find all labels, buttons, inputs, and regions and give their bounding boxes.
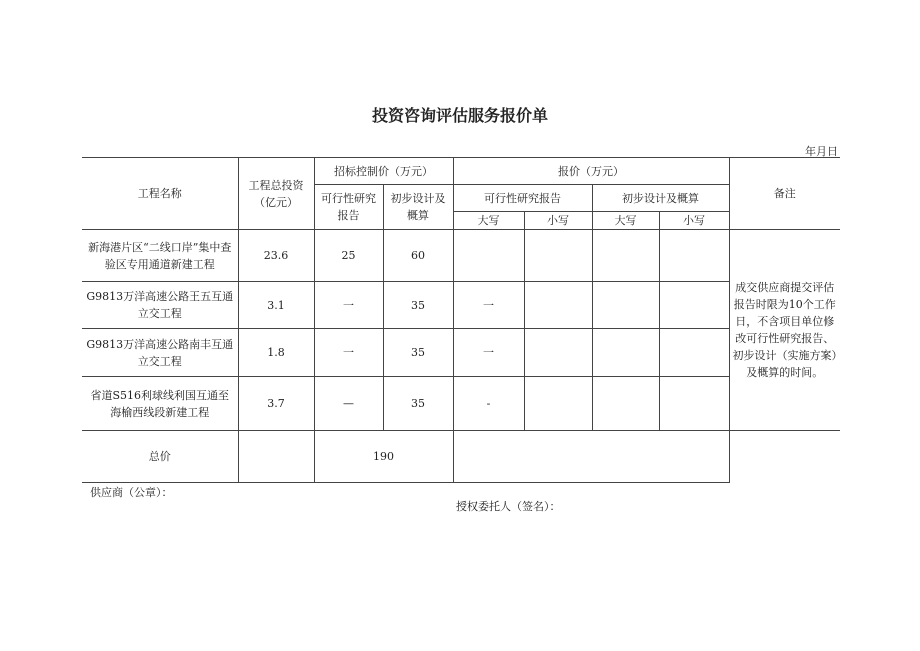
row-quote-feas-lower: [524, 282, 592, 329]
table-row: [82, 329, 840, 377]
header-quote-feasibility: 可行性研究报告: [453, 185, 592, 212]
header-project-name: 工程名称: [82, 158, 238, 230]
row-control-preliminary: 35: [383, 377, 453, 431]
remark-note: 成交供应商提交评估报告时限为10个工作日，不含项目单位修改可行性研究报告、初步设计（实施方案）及概算的时间。: [729, 230, 840, 431]
row-quote-prelim-upper: [592, 329, 659, 377]
header-feas-lower: 小写: [524, 212, 592, 230]
table-row: [82, 282, 840, 329]
header-prelim-upper: 大写: [592, 212, 659, 230]
row-quote-prelim-upper: [592, 377, 659, 431]
total-value: 190: [314, 431, 453, 483]
header-control-feasibility: 可行性研究报告: [314, 185, 383, 230]
table-row: [82, 230, 840, 282]
row-control-feasibility: 一: [314, 282, 383, 329]
row-project-name: G9813万洋高速公路南丰互通立交工程: [82, 329, 238, 377]
quote-table: [82, 157, 840, 483]
total-investment-cell: [238, 431, 314, 483]
header-remark: 备注: [729, 158, 840, 230]
row-control-preliminary: 60: [383, 230, 453, 282]
row-investment: 1.8: [238, 329, 314, 377]
row-control-preliminary: 35: [383, 329, 453, 377]
total-quote-cell: [453, 431, 729, 483]
row-quote-feas-upper: 一: [453, 282, 524, 329]
row-control-preliminary: 35: [383, 282, 453, 329]
row-investment: 3.1: [238, 282, 314, 329]
row-quote-prelim-lower: [659, 230, 729, 282]
header-quote-preliminary: 初步设计及概算: [592, 185, 729, 212]
row-quote-prelim-lower: [659, 282, 729, 329]
table-row: [82, 377, 840, 431]
row-project-name: 新海港片区“二线口岸”集中查验区专用通道新建工程: [82, 230, 238, 282]
document-title: 投资咨询评估服务报价单: [371, 106, 548, 125]
row-quote-prelim-lower: [659, 329, 729, 377]
row-control-feasibility: 一: [314, 329, 383, 377]
row-quote-feas-upper: 一: [453, 329, 524, 377]
row-quote-prelim-upper: [592, 230, 659, 282]
row-project-name: G9813万洋高速公路王五互通立交工程: [82, 282, 238, 329]
header-total-investment: 工程总投资（亿元）: [238, 158, 314, 230]
header-quote: 报价（万元）: [453, 158, 729, 185]
row-quote-feas-upper: -: [453, 377, 524, 431]
header-row-1: [82, 158, 840, 185]
row-investment: 23.6: [238, 230, 314, 282]
total-row: [82, 431, 840, 483]
row-control-feasibility: 25: [314, 230, 383, 282]
row-quote-prelim-upper: [592, 282, 659, 329]
header-prelim-lower: 小写: [659, 212, 729, 230]
row-control-feasibility: —: [314, 377, 383, 431]
header-feas-upper: 大写: [453, 212, 524, 230]
row-project-name: 省道S516利球线利国互通至海榆西线段新建工程: [82, 377, 238, 431]
date-line: 年月日: [805, 145, 838, 158]
row-quote-prelim-lower: [659, 377, 729, 431]
total-label: 总价: [82, 431, 238, 483]
header-control-price: 招标控制价（万元）: [314, 158, 453, 185]
row-quote-feas-lower: [524, 230, 592, 282]
supplier-seal-line: 供应商（公章）：: [90, 486, 173, 499]
row-investment: 3.7: [238, 377, 314, 431]
row-quote-feas-lower: [524, 329, 592, 377]
agent-signature-line: 授权委托人（签名）：: [456, 500, 561, 513]
row-quote-feas-lower: [524, 377, 592, 431]
row-quote-feas-upper: [453, 230, 524, 282]
header-control-preliminary: 初步设计及概算: [383, 185, 453, 230]
